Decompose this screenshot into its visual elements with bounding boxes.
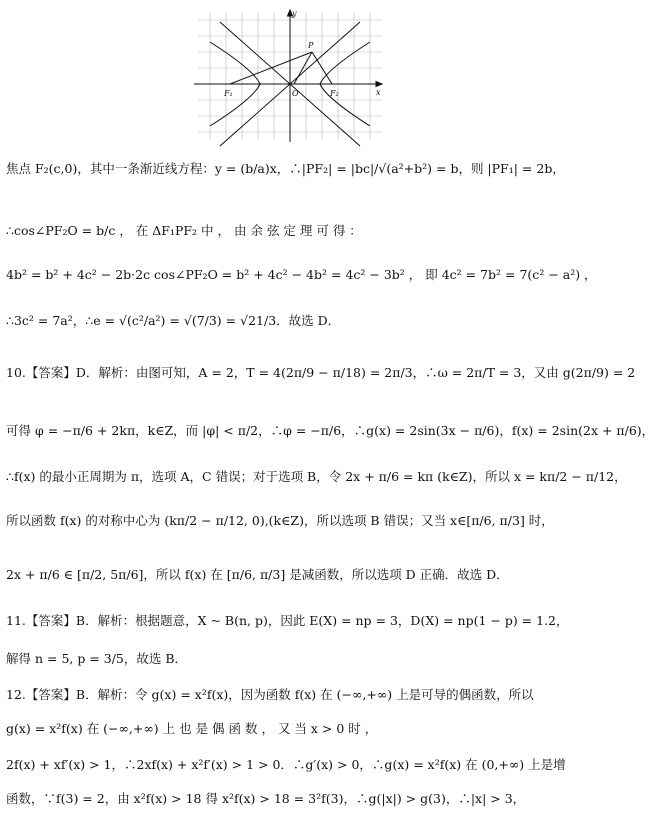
- label-x: x: [376, 88, 381, 97]
- text-line-14: 2f(x) + xf′(x) > 1，∴2xf(x) + x²f′(x) > 1 > 0．∴g′(x) > 0，∴g(x) = x²f(x) 在 (0,+∞) 上是增: [6, 757, 566, 772]
- label-f2: F₂: [330, 89, 339, 98]
- text-line-3: 4b² = b² + 4c² − 2b·2c cos∠PF₂O = b² + 4c² − 4b² = 4c² − 3b² ， 即 4c² = 7b² = 7(c² − a²) ，: [6, 267, 597, 282]
- label-p: P: [308, 41, 314, 50]
- text-line-10: 11.【答案】B．解析：根据题意，X ~ B(n, p)，因此 E(X) = np = 3，D(X) = np(1 − p) = 1.2，: [6, 613, 569, 628]
- text-line-6: 可得 φ = −π/6 + 2kπ，k∈Z，而 |φ| < π/2，∴φ = −π/6，∴g(x) = 2sin(3x − π/6)，f(x) = 2sin(2x + π/6)，: [6, 423, 654, 438]
- text-line-11: 解得 n = 5, p = 3/5，故选 B．: [6, 651, 188, 666]
- text-line-8: 所以函数 f(x) 的对称中心为 (kπ/2 − π/12, 0),(k∈Z)，所以选项 B 错误；又当 x∈[π/6, π/3] 时，: [6, 513, 554, 528]
- label-f1: F₁: [224, 89, 233, 98]
- x-axis-arrow: [376, 82, 382, 87]
- text-line-5: 10.【答案】D．解析：由图可知，A = 2，T = 4(2π/9 − π/18) = 2π/3，∴ω = 2π/T = 3，又由 g(2π/9) = 2: [6, 365, 636, 380]
- text-line-1: 焦点 F₂(c,0)，其中一条渐近线方程：y = (b/a)x，∴|PF₂| = |bc|/√(a²+b²) = b，则 |PF₁| = 2b，: [6, 161, 565, 176]
- label-y: y: [292, 9, 297, 18]
- text-line-15: 函数，∵f(3) = 2，由 x²f(x) > 18 得 x²f(x) > 18 = 3²f(3)，∴g(|x|) > g(3)，∴|x| > 3，: [6, 791, 526, 806]
- hyperbola-graph: [190, 6, 390, 146]
- text-line-4: ∴3c² = 7a²，∴e = √(c²/a²) = √(7/3) = √21/3．故选 D．: [6, 313, 341, 328]
- text-line-7: ∴f(x) 的最小正周期为 π，选项 A，C 错误；对于选项 B，令 2x + π/6 = kπ (k∈Z)，所以 x = kπ/2 − π/12，: [6, 469, 627, 484]
- hyperbola-figure: [190, 6, 390, 146]
- text-line-2: ∴cos∠PF₂O = b/c ， 在 ΔF₁PF₂ 中 ， 由 余 弦 定 理 可 得 ：: [6, 223, 362, 238]
- label-o: O: [292, 89, 299, 98]
- text-line-13: g(x) = x²f(x) 在 (−∞,+∞) 上 也 是 偶 函 数 ， 又 当 x > 0 时 ，: [6, 721, 378, 736]
- text-line-9: 2x + π/6 ∈ [π/2, 5π/6]，所以 f(x) 在 [π/6, π/3] 是减函数，所以选项 D 正确．故选 D．: [6, 567, 509, 582]
- text-line-12: 12.【答案】B．解析：令 g(x) = x²f(x)，因为函数 f(x) 在 (−∞,+∞) 上是可导的偶函数，所以: [6, 687, 534, 702]
